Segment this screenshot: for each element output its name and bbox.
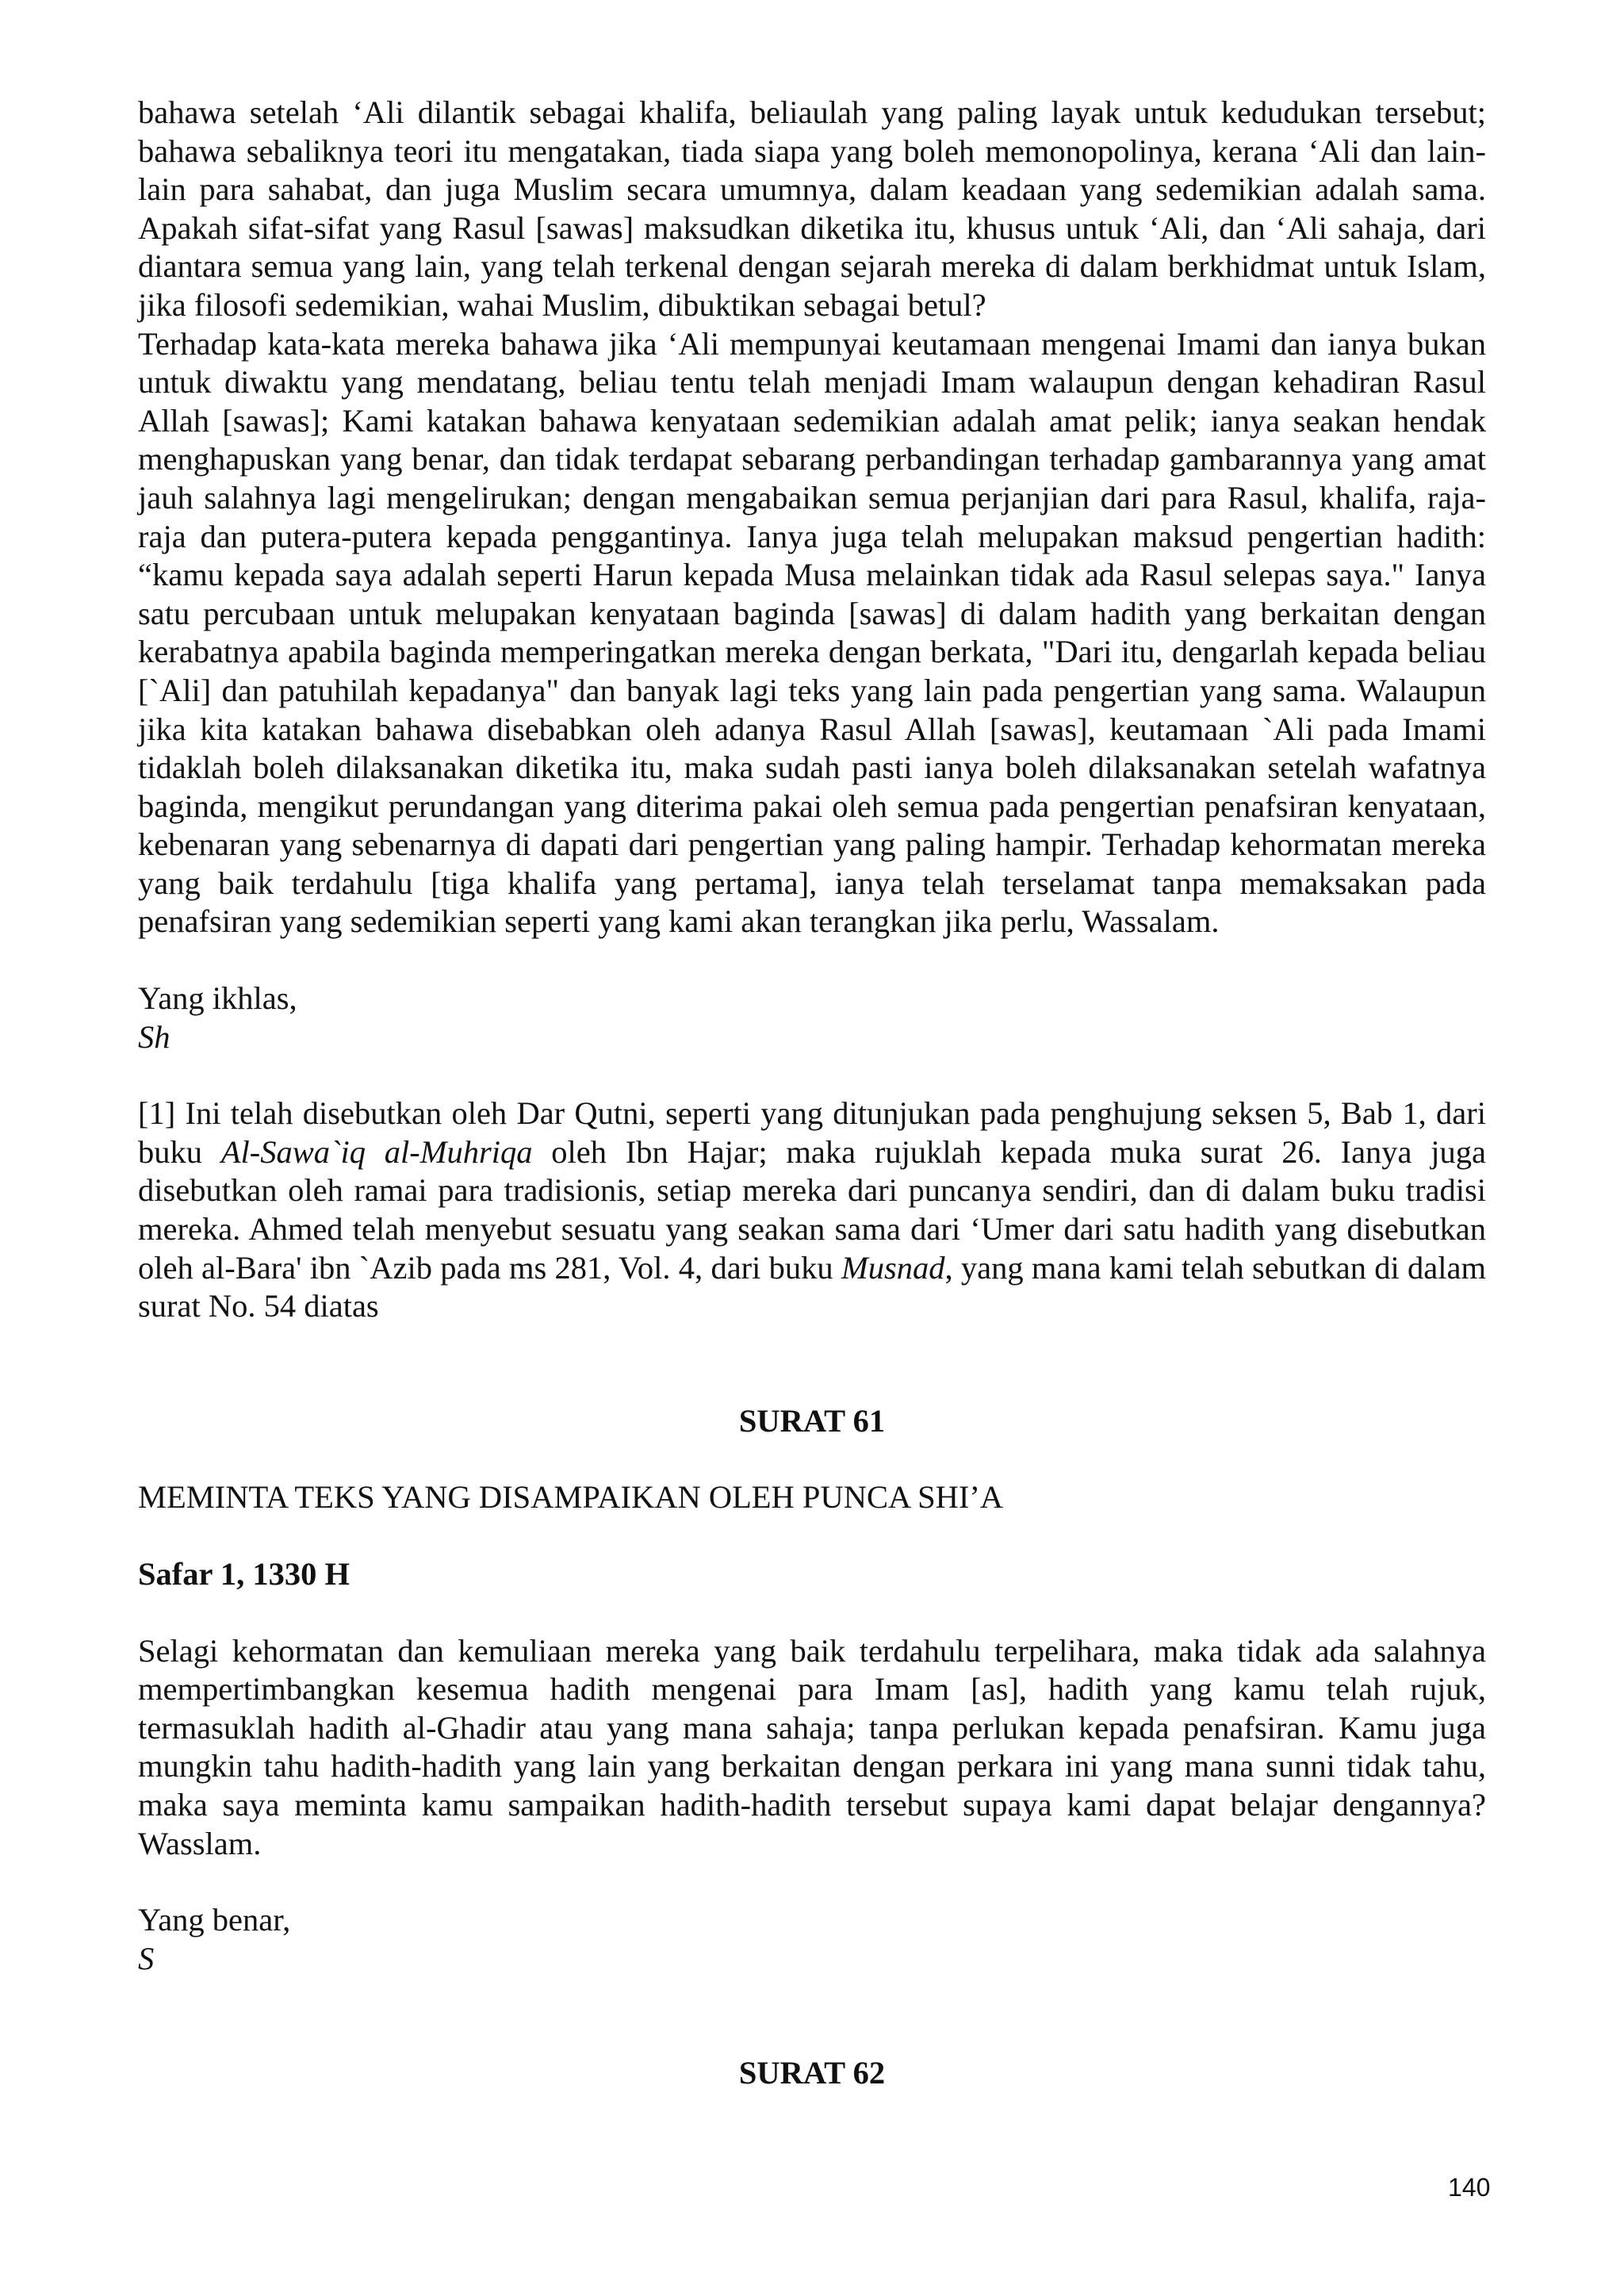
letter62-heading: SURAT 62	[738, 2055, 886, 2091]
footnote-book-title-2: Musnad	[841, 1249, 945, 1286]
letter61-body: Selagi kehormatan dan kemuliaan mereka yang baik terdahulu terpelihara, maka tidak ada salahnya mempertimbangkan kesemua hadith mengenai para Imam [as], hadith yang kamu telah rujuk, termasuklah hadith al-Ghadir atau yang mana sahaja; tanpa perlukan kepada penafsiran. Kamu juga mungkin tahu hadith-hadith yang lain yang berkaitan dengan perkara ini yang mana sunni tidak tahu, maka saya meminta kamu sampaikan hadith-hadith tersebut supaya kami dapat belajar dengannya? Wasslam.	[138, 1632, 1486, 1861]
document-page	[138, 94, 1486, 2093]
footnote-text-part-1: [1] Ini telah disebutkan oleh Dar Qutni, seperti yang ditunjukan pada penghujung seksen 5, Bab 1, dari buku	[138, 1095, 1486, 1170]
letter61-signature: S	[138, 1940, 155, 1976]
footnote-text-part-3: , yang mana kami telah sebutkan di dalam surat No. 54 diatas	[138, 1249, 1486, 1324]
footnote-text-part-2: oleh Ibn Hajar; maka rujuklah kepada muka surat 26. Ianya juga disebutkan oleh ramai para tradisionis, setiap mereka dari puncanya sendiri, dan di dalam buku tradisi mereka. Ahmed telah menyebut sesuatu yang seakan sama dari ‘Umer dari satu hadith yang disebutkan oleh al-Bara' ibn `Azib pada ms 281, Vol. 4, dari buku	[138, 1133, 1487, 1286]
page-number: 140	[1448, 2173, 1491, 2202]
letter61-closing: Yang benar,	[138, 1902, 291, 1938]
letter60-signature: Sh	[138, 1018, 170, 1055]
letter61-date: Safar 1, 1330 H	[138, 1556, 350, 1592]
letter61-subject: MEMINTA TEKS YANG DISAMPAIKAN OLEH PUNCA SHI’A	[138, 1479, 1004, 1516]
letter61-heading: SURAT 61	[738, 1402, 886, 1439]
footnote-1	[138, 1094, 1486, 1326]
letter60-closing: Yang ikhlas,	[138, 980, 297, 1017]
letter60-paragraph-1: bahawa setelah ‘Ali dilantik sebagai khalifa, beliaulah yang paling layak untuk kedudukan tersebut; bahawa sebaliknya teori itu mengatakan, tiada siapa yang boleh memonopolinya, kerana ‘Ali dan lain-lain para sahabat, dan juga Muslim secara umumnya, dalam keadaan yang sedemikian adalah sama. Apakah sifat-sifat yang Rasul [sawas] maksudkan diketika itu, khusus untuk ‘Ali, dan ‘Ali sahaja, dari diantara semua yang lain, yang telah terkenal dengan sejarah mereka di dalam berkhidmat untuk Islam, jika filosofi sedemikian, wahai Muslim, dibuktikan sebagai betul?	[138, 94, 1486, 323]
footnote-book-title-1: Al-Sawa`iq al-Muhriqa	[220, 1133, 533, 1170]
letter60-paragraph-2: Terhadap kata-kata mereka bahawa jika ‘Ali mempunyai keutamaan mengenai Imami dan ianya bukan untuk diwaktu yang mendatang, beliau tentu telah menjadi Imam walaupun dengan kehadiran Rasul Allah [sawas]; Kami katakan bahawa kenyataan sedemikian adalah amat pelik; ianya seakan hendak menghapuskan yang benar, dan tidak terdapat sebarang perbandingan terhadap gambarannya yang amat jauh salahnya lagi mengelirukan; dengan mengabaikan semua perjanjian dari para Rasul, khalifa, raja-raja dan putera-putera kepada penggantinya. Ianya juga telah melupakan maksud pengertian hadith: “kamu kepada saya adalah seperti Harun kepada Musa melainkan tidak ada Rasul selepas saya." Ianya satu percubaan untuk melupakan kenyataan baginda [sawas] di dalam hadith yang berkaitan dengan kerabatnya apabila baginda memperingatkan mereka dengan berkata, "Dari itu, dengarlah kepada beliau [`Ali] dan patuhilah kepadanya" dan banyak lagi teks yang lain pada pengertian yang sama. Walaupun jika kita katakan bahawa disebabkan oleh adanya Rasul Allah [sawas], keutamaan `Ali pada Imami tidaklah boleh dilaksanakan diketika itu, maka sudah pasti ianya boleh dilaksanakan setelah wafatnya baginda, mengikut perundangan yang diterima pakai oleh semua pada pengertian penafsiran kenyataan, kebenaran yang sebenarnya di dapati dari pengertian yang paling hampir. Terhadap kehormatan mereka yang baik terdahulu [tiga khalifa yang pertama], ianya telah terselamat tanpa memaksakan pada penafsiran yang sedemikian seperti yang kami akan terangkan jika perlu, Wassalam.	[138, 325, 1486, 940]
